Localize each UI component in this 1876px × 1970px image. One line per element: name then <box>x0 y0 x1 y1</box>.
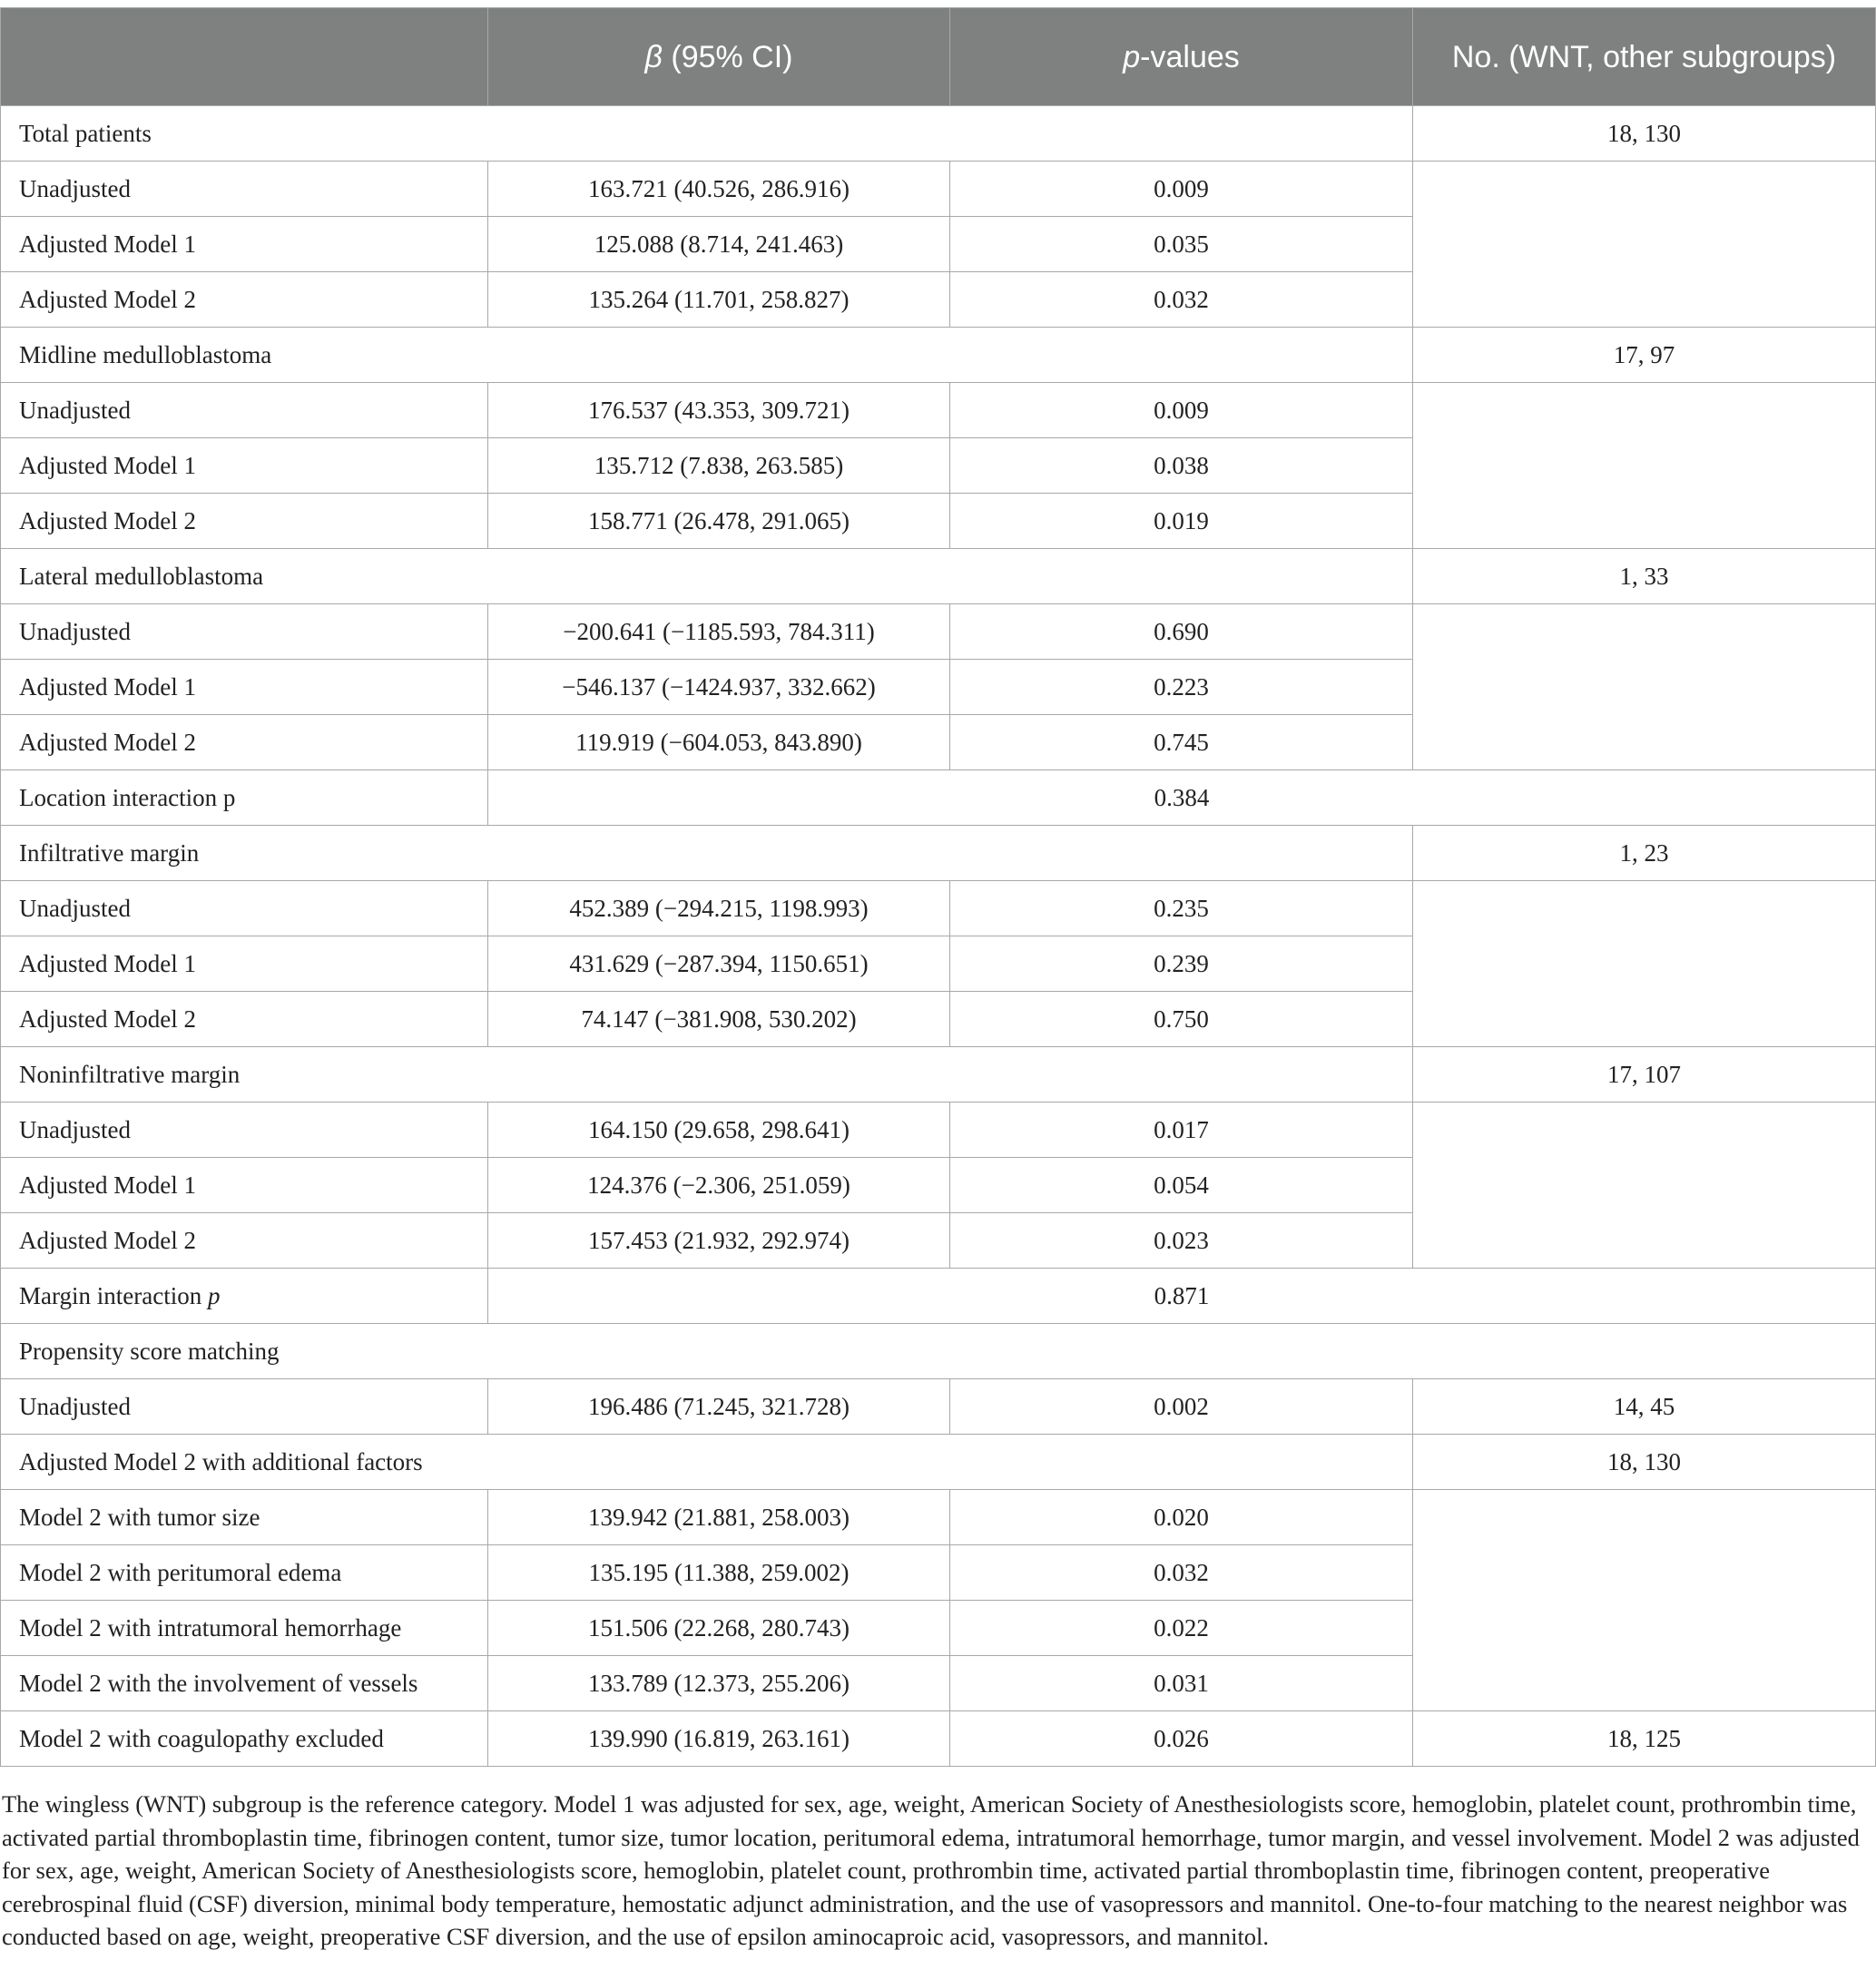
beta-ci-value: 125.088 (8.714, 241.463) <box>488 217 950 272</box>
table-row <box>1 106 1876 162</box>
interaction-p-value: 0.384 <box>488 770 1876 826</box>
beta-ci-value: 119.919 (−604.053, 843.890) <box>488 715 950 770</box>
beta-ci-value: 139.990 (16.819, 263.161) <box>488 1711 950 1767</box>
row-label: Adjusted Model 2 <box>1 494 488 549</box>
beta-ci-value: 176.537 (43.353, 309.721) <box>488 383 950 438</box>
results-table-container <box>0 7 1875 1767</box>
row-label: Adjusted Model 2 <box>1 992 488 1047</box>
p-value: 0.745 <box>950 715 1413 770</box>
table-row <box>1 1047 1876 1103</box>
row-label: Adjusted Model 2 <box>1 715 488 770</box>
table-row <box>1 1103 1876 1158</box>
p-value: 0.032 <box>950 272 1413 328</box>
row-label: Adjusted Model 2 <box>1 1213 488 1269</box>
header-p-values: p-values <box>950 8 1413 106</box>
p-value: 0.223 <box>950 660 1413 715</box>
p-value: 0.035 <box>950 217 1413 272</box>
section-label: Midline medulloblastoma <box>1 328 1413 383</box>
table-row <box>1 1711 1876 1767</box>
p-value: 0.019 <box>950 494 1413 549</box>
p-value: 0.031 <box>950 1656 1413 1711</box>
table-row <box>1 604 1876 660</box>
beta-ci-value: 74.147 (−381.908, 530.202) <box>488 992 950 1047</box>
table-row <box>1 328 1876 383</box>
subgroup-count: 1, 33 <box>1413 549 1876 604</box>
subgroup-count: 18, 125 <box>1413 1711 1876 1767</box>
table-row <box>1 383 1876 438</box>
section-label: Lateral medulloblastoma <box>1 549 1413 604</box>
row-label: Model 2 with coagulopathy excluded <box>1 1711 488 1767</box>
table-header-row <box>1 8 1876 106</box>
table-row <box>1 770 1876 826</box>
row-label-text: Location interaction p <box>19 784 236 811</box>
beta-ci-value: 452.389 (−294.215, 1198.993) <box>488 881 950 936</box>
section-label: Propensity score matching <box>1 1324 1876 1379</box>
p-value: 0.235 <box>950 881 1413 936</box>
row-label: Model 2 with tumor size <box>1 1490 488 1545</box>
row-label: Adjusted Model 1 <box>1 936 488 992</box>
p-value: 0.026 <box>950 1711 1413 1767</box>
section-label: Total patients <box>1 106 1413 162</box>
row-label: Adjusted Model 1 <box>1 217 488 272</box>
beta-ci-value: 196.486 (71.245, 321.728) <box>488 1379 950 1435</box>
table-body <box>1 106 1876 1767</box>
p-value: 0.002 <box>950 1379 1413 1435</box>
table-row <box>1 1435 1876 1490</box>
beta-ci-value: −200.641 (−1185.593, 784.311) <box>488 604 950 660</box>
header-beta: β (95% CI) <box>488 8 950 106</box>
table-row <box>1 1269 1876 1324</box>
row-label: Unadjusted <box>1 1103 488 1158</box>
p-value: 0.009 <box>950 383 1413 438</box>
row-label: Adjusted Model 1 <box>1 660 488 715</box>
row-label-italic: p <box>207 1282 221 1309</box>
row-label: Adjusted Model 1 <box>1 438 488 494</box>
beta-ci-value: 135.264 (11.701, 258.827) <box>488 272 950 328</box>
table-row <box>1 881 1876 936</box>
interaction-p-value: 0.871 <box>488 1269 1876 1324</box>
subgroup-count-empty <box>1413 383 1876 549</box>
beta-ci-value: 158.771 (26.478, 291.065) <box>488 494 950 549</box>
beta-ci-value: −546.137 (−1424.937, 332.662) <box>488 660 950 715</box>
results-table <box>0 7 1876 1767</box>
row-label: Model 2 with intratumoral hemorrhage <box>1 1601 488 1656</box>
beta-ci-value: 151.506 (22.268, 280.743) <box>488 1601 950 1656</box>
subgroup-count: 1, 23 <box>1413 826 1876 881</box>
beta-ci-value: 163.721 (40.526, 286.916) <box>488 162 950 217</box>
table-row <box>1 826 1876 881</box>
beta-ci-value: 133.789 (12.373, 255.206) <box>488 1656 950 1711</box>
subgroup-count-empty <box>1413 1490 1876 1711</box>
row-label: Model 2 with the involvement of vessels <box>1 1656 488 1711</box>
table-row <box>1 1490 1876 1545</box>
row-label: Unadjusted <box>1 604 488 660</box>
row-label: Adjusted Model 2 <box>1 272 488 328</box>
p-value: 0.054 <box>950 1158 1413 1213</box>
subgroup-count: 18, 130 <box>1413 106 1876 162</box>
subgroup-count-empty <box>1413 881 1876 1047</box>
row-label <box>1 770 488 826</box>
p-value: 0.009 <box>950 162 1413 217</box>
beta-ci-value: 157.453 (21.932, 292.974) <box>488 1213 950 1269</box>
p-value: 0.038 <box>950 438 1413 494</box>
row-label: Unadjusted <box>1 1379 488 1435</box>
p-value: 0.017 <box>950 1103 1413 1158</box>
table-row <box>1 549 1876 604</box>
header-empty <box>1 8 488 106</box>
p-value: 0.022 <box>950 1601 1413 1656</box>
p-value: 0.750 <box>950 992 1413 1047</box>
p-value: 0.020 <box>950 1490 1413 1545</box>
row-label: Adjusted Model 1 <box>1 1158 488 1213</box>
section-label: Adjusted Model 2 with additional factors <box>1 1435 1413 1490</box>
table-row <box>1 1324 1876 1379</box>
row-label-text: Margin interaction <box>19 1282 202 1309</box>
header-number: No. (WNT, other subgroups) <box>1413 8 1876 106</box>
subgroup-count: 14, 45 <box>1413 1379 1876 1435</box>
beta-ci-value: 135.712 (7.838, 263.585) <box>488 438 950 494</box>
beta-ci-value: 164.150 (29.658, 298.641) <box>488 1103 950 1158</box>
subgroup-count-empty <box>1413 604 1876 770</box>
section-label: Infiltrative margin <box>1 826 1413 881</box>
table-row <box>1 162 1876 217</box>
p-value: 0.239 <box>950 936 1413 992</box>
row-label: Unadjusted <box>1 383 488 438</box>
beta-ci-value: 135.195 (11.388, 259.002) <box>488 1545 950 1601</box>
table-row <box>1 1379 1876 1435</box>
p-value: 0.690 <box>950 604 1413 660</box>
row-label <box>1 1269 488 1324</box>
row-label: Model 2 with peritumoral edema <box>1 1545 488 1601</box>
p-value: 0.032 <box>950 1545 1413 1601</box>
beta-ci-value: 431.629 (−287.394, 1150.651) <box>488 936 950 992</box>
subgroup-count: 18, 130 <box>1413 1435 1876 1490</box>
beta-ci-value: 124.376 (−2.306, 251.059) <box>488 1158 950 1213</box>
subgroup-count-empty <box>1413 162 1876 328</box>
subgroup-count: 17, 97 <box>1413 328 1876 383</box>
row-label: Unadjusted <box>1 162 488 217</box>
subgroup-count-empty <box>1413 1103 1876 1269</box>
beta-ci-value: 139.942 (21.881, 258.003) <box>488 1490 950 1545</box>
p-value: 0.023 <box>950 1213 1413 1269</box>
subgroup-count: 17, 107 <box>1413 1047 1876 1103</box>
row-label: Unadjusted <box>1 881 488 936</box>
table-footnote: The wingless (WNT) subgroup is the reference category. Model 1 was adjusted for sex, age, weight, American Society of Anesthesiologists score, hemoglobin, platelet count, prothrombin time, activated partial thromboplastin time, fibrinogen content, tumor size, tumor location, peritumoral edema, intratumoral hemorrhage, tumor margin, and vessel involvement. Model 2 was adjusted for sex, age, weight, American Society of Anesthesiologists score, hemoglobin, platelet count, prothrombin time, activated partial thromboplastin time, fibrinogen content, preoperative cerebrospinal fluid (CSF) diversion, minimal body temperature, hemostatic adjunct administration, and the use of vasopressors and mannitol. One-to-four matching to the nearest neighbor was conducted based on age, weight, preoperative CSF diversion, and the use of epsilon aminocaproic acid, vasopressors, and mannitol. <box>2 1790 1860 1950</box>
section-label: Noninfiltrative margin <box>1 1047 1413 1103</box>
